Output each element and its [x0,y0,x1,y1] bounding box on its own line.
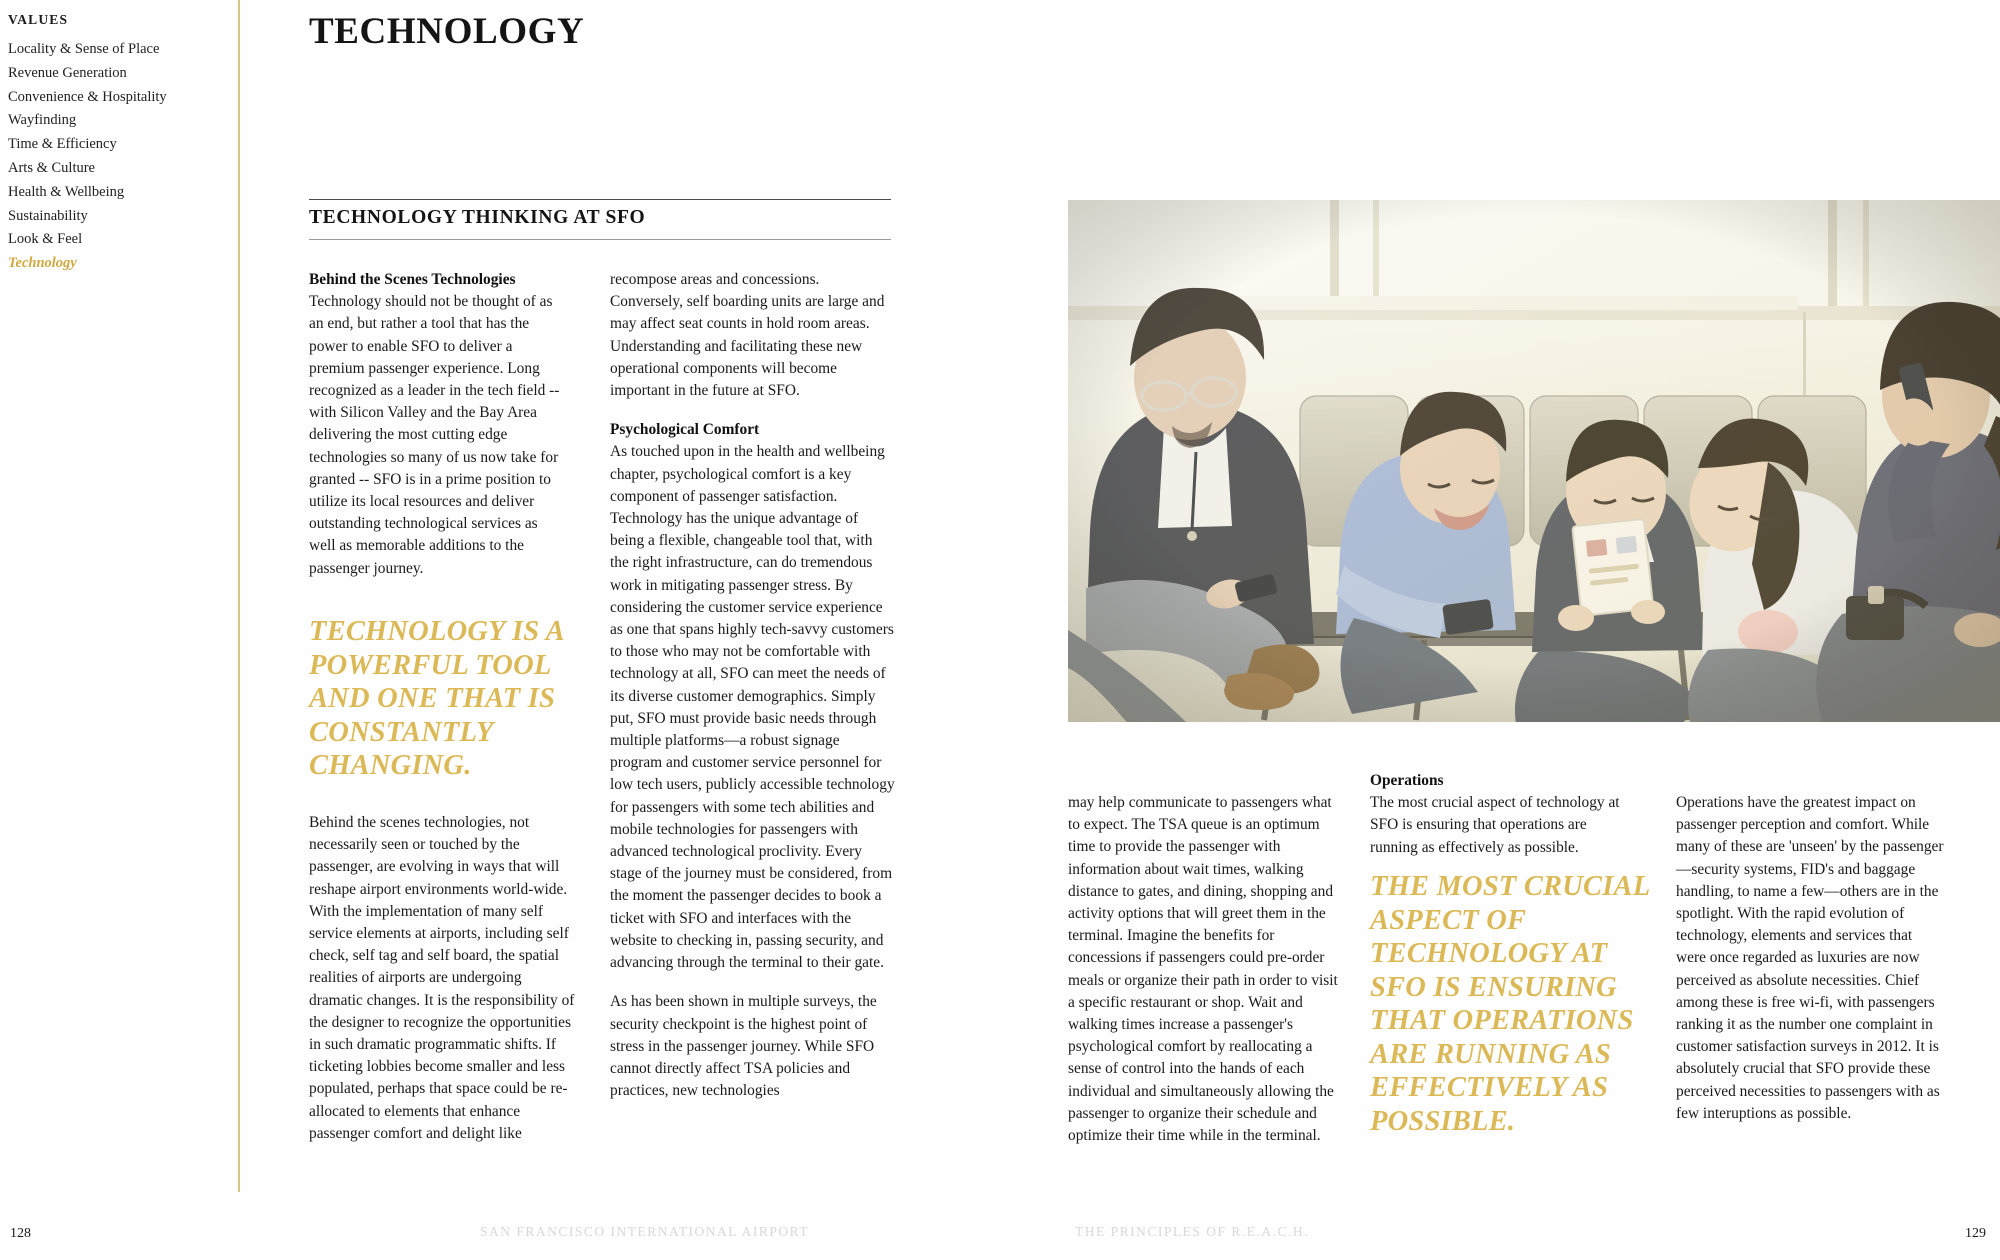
sidebar-item-wayfinding[interactable]: Wayfinding [8,112,77,129]
sidebar-item-revenue[interactable]: Revenue Generation [8,64,127,81]
page-title: TECHNOLOGY [309,11,585,52]
folio-right: 129 [1965,1226,1986,1241]
col2-para1: recompose areas and concessions. Conversely, self boarding units are large and may affect seat counts in hold room areas. Understanding and facilitating these new operational components will become important in the future at SFO. [610,271,885,400]
sidebar-item-locality[interactable]: Locality & Sense of Place [8,41,160,57]
col1-body: Technology should not be thought of as an end, but rather a tool that has the power to enable SFO to deliver a premium passenger experience. Long recognized as a leader in the tech field -- with Silicon Valley and the Bay Area delivering the most cutting edge technologies so many of us now take for granted -- SFO is in a prime position to utilize its local resources and deliver outstanding technological services as well as memorable additions to the passenger journey. [309,293,560,577]
column-6 [1676,792,1944,1125]
col2-subhead: Psychological Comfort [610,421,760,439]
sidebar-item-convenience[interactable]: Convenience & Hospitality [8,88,167,105]
running-head-left: SAN FRANCISCO INTERNATIONAL AIRPORT [480,1224,810,1239]
section-title: TECHNOLOGY THINKING AT SFO [309,207,646,228]
sidebar-item-arts[interactable]: Arts & Culture [8,159,95,176]
pullquote-right: THE MOST CRUCIAL ASPECT OF TECHNOLOGY AT SFO IS ENSURING THAT OPERATIONS ARE RUNNING AS EFFECTIVELY AS POSSIBLE. [1370,871,1650,1137]
column-1 [309,269,566,580]
column-4 [1068,792,1338,1147]
col2-para2: As touched upon in the health and wellbeing chapter, psychological comfort is a key component of passenger satisfaction. Technology has the unique advantage of being a flexible, changeable tool that, with the right infrastructure, can do tremendous work in mitigating passenger stress. By considering the customer service experience as one that spans highly tech-savvy customers to those who may not be comfortable with technology at all, SFO can meet the needs of its diverse customer demographics. Simply put, SFO must provide basic needs through multiple platforms—a robust signage program and customer service personnel for low tech users, publicly accessible technology for passengers with some tech abilities and mobile technologies for passengers with advanced technological proclivity. Every stage of the journey must be considered, from the moment the passenger decides to book a ticket with SFO and interfaces with the website to checking in, passing security, and advancing through the terminal to their gate. [610,443,895,972]
col6-body: Operations have the greatest impact on passenger perception and comfort. While many of these are 'unseen' by the passenger—security systems, FID's and baggage handling, to name a few—others are in the spotlight. With the rapid evolution of technology, elements and services that were once regarded as luxuries are now perceived as absolute necessities. Chief among these is free wi-fi, with passengers ranking it as the number one complaint in customer satisfaction surveys in 2012. It is absolutely crucial that SFO provide these perceived necessities to passengers with as few interuptions as possible. [1676,794,1944,1122]
photo-illustration [1068,200,2000,722]
col1-subhead: Behind the Scenes Technologies [309,271,516,288]
sidebar-item-look-and-feel[interactable]: Look & Feel [8,231,83,248]
col5-body: The most crucial aspect of technology at SFO is ensuring that operations are running as effectively as possible. [1370,794,1620,856]
col2-para3: As has been shown in multiple surveys, the security checkpoint is the highest point of stress in the passenger journey. While SFO cannot directly affect TSA policies and practices, new technologies [610,993,877,1100]
section-rule-top [309,199,891,200]
sidebar-title: VALUES [8,12,69,27]
column-1-lower: Behind the scenes technologies, not necessarily seen or touched by the passenger, are evolving in ways that will reshape airport environments world-wide. With the implementation of many self service elements at airports, including self check, self tag and self board, the spatial realities of airports are undergoing dramatic changes. It is the responsibility of the designer to recognize the opportunities in such dramatic programmatic shifts. If ticketing lobbies become smaller and less populated, perhaps that space could be re-allocated to elements that enhance passenger comfort and delight like [309,814,575,1142]
col4-body: may help communicate to passengers what to expect. The TSA queue is an optimum time to provide the passenger with information about wait times, walking distance to gates, and dining, shopping and activity options that will greet them in the terminal. Imagine the benefits for concessions if passengers could pre-order meals or organize their path in order to visit a specific restaurant or shop. Wait and walking times increase a passenger's psychological comfort by reallocating a sense of control into the hands of each individual and simultaneously allowing the passenger to organize their schedule and optimize their time while in the terminal. [1068,794,1338,1145]
column-2 [610,269,895,1102]
pullquote-left: TECHNOLOGY IS A POWERFUL TOOL AND ONE THAT IS CONSTANTLY CHANGING. [309,616,564,781]
section-rule-bottom [309,239,891,240]
sidebar-item-health[interactable]: Health & Wellbeing [8,183,125,200]
folio-left: 128 [10,1226,31,1241]
running-head-right: THE PRINCIPLES OF R.E.A.C.H. [1075,1224,1310,1239]
sidebar-item-time[interactable]: Time & Efficiency [8,136,117,153]
column-5 [1370,770,1638,859]
sidebar-item-sustainability[interactable]: Sustainability [8,207,88,224]
col5-subhead: Operations [1370,772,1444,789]
sidebar-item-technology[interactable]: Technology [8,255,77,272]
photo-family-at-gate [1068,200,2000,722]
